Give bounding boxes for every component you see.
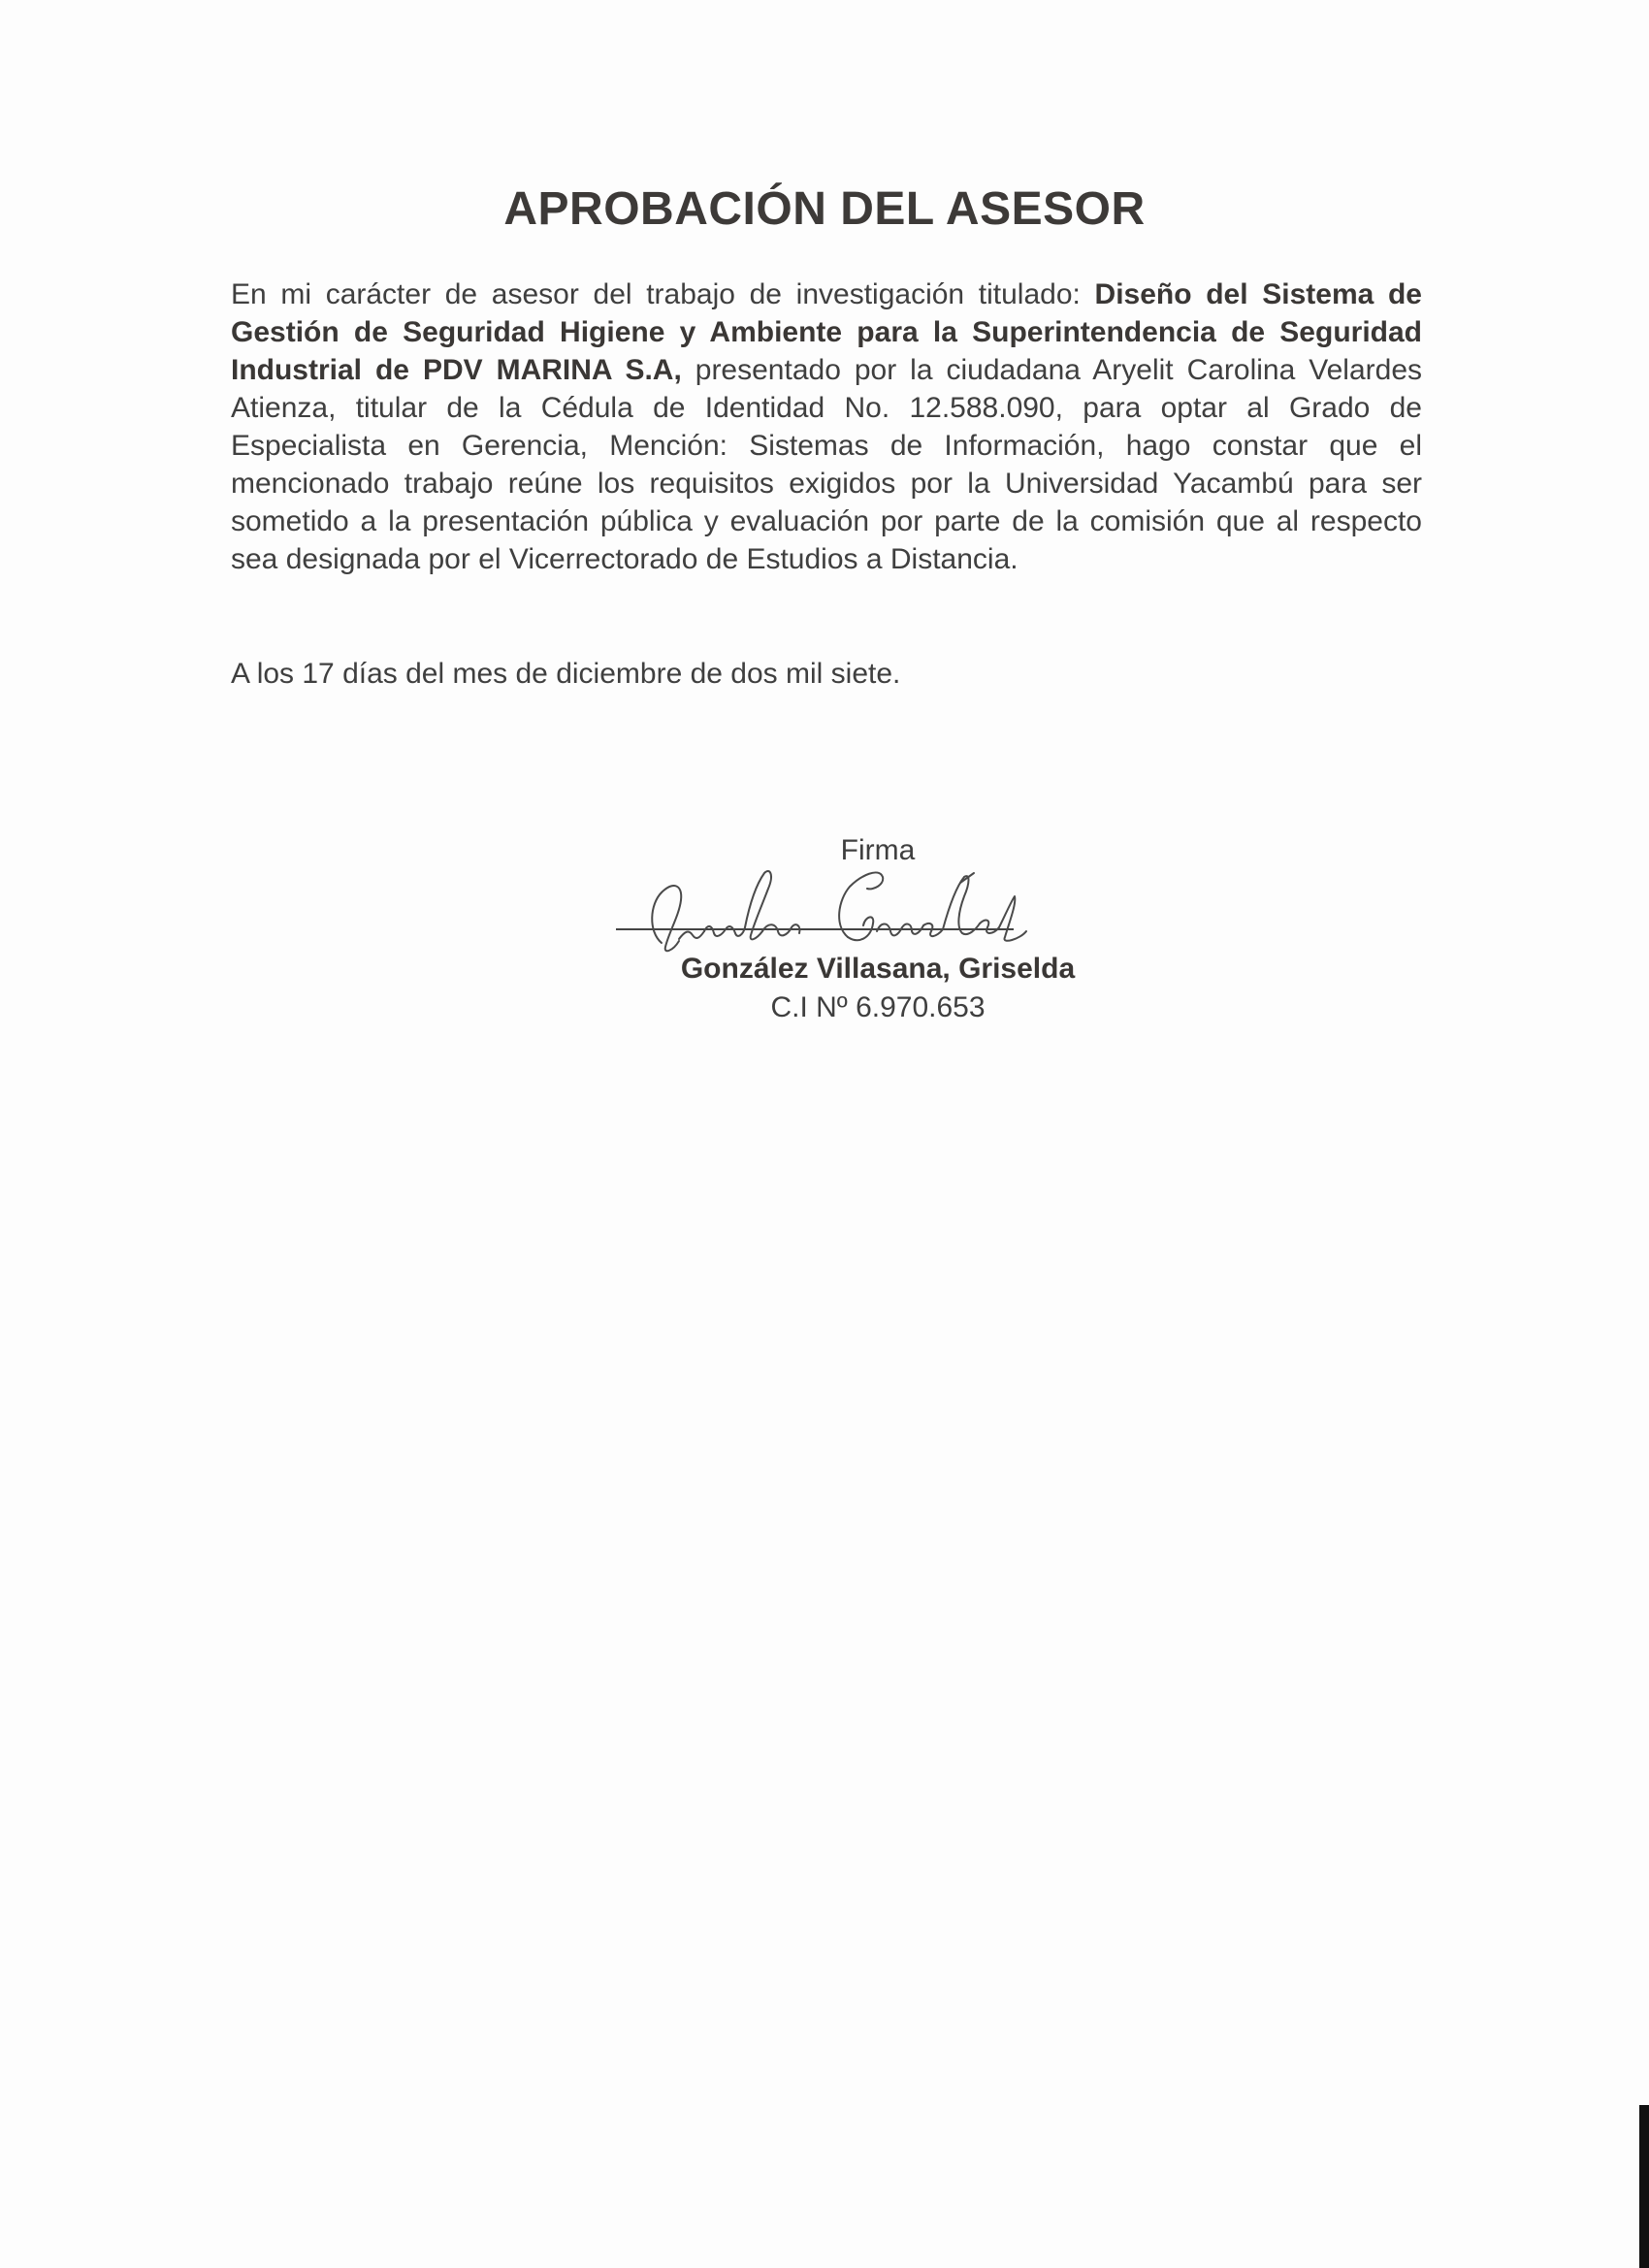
paragraph-intro: En mi carácter de asesor del trabajo de investigación titulado: [231,278,1095,310]
signer-name: González Villasana, Griselda [680,953,1076,985]
approval-paragraph [231,275,1422,578]
thesis-title: Diseño del Sistema de Gestión de Seguridad Higiene y Ambiente para la Superintendencia de Seguridad Industrial de PDV MARINA S.A, [231,278,1422,386]
signer-id-number: C.I Nº 6.970.653 [770,991,986,1023]
handwritten-signature [640,854,1028,960]
signature-block [543,834,1106,1038]
date-line: A los 17 días del mes de diciembre de dos mil siete. [231,658,901,690]
signature-label: Firma [840,834,916,866]
scan-edge-mark [1639,2105,1649,2268]
paragraph-rest: presentado por la ciudadana Aryelit Carolina Velardes Atienza, titular de la Cédula de Identidad No. 12.588.090, para optar al Grado de Especialista en Gerencia, Mención: Sistemas de Información, hago constar que el mencionado trabajo reúne los requisitos exigidos por la Universidad Yacambú para ser sometido a la presentación pública y evaluación por parte de la comisión que al respecto sea designada por el Vicerrectorado de Estudios a Distancia. [231,354,1423,575]
document-title: APROBACIÓN DEL ASESOR [503,183,1146,235]
